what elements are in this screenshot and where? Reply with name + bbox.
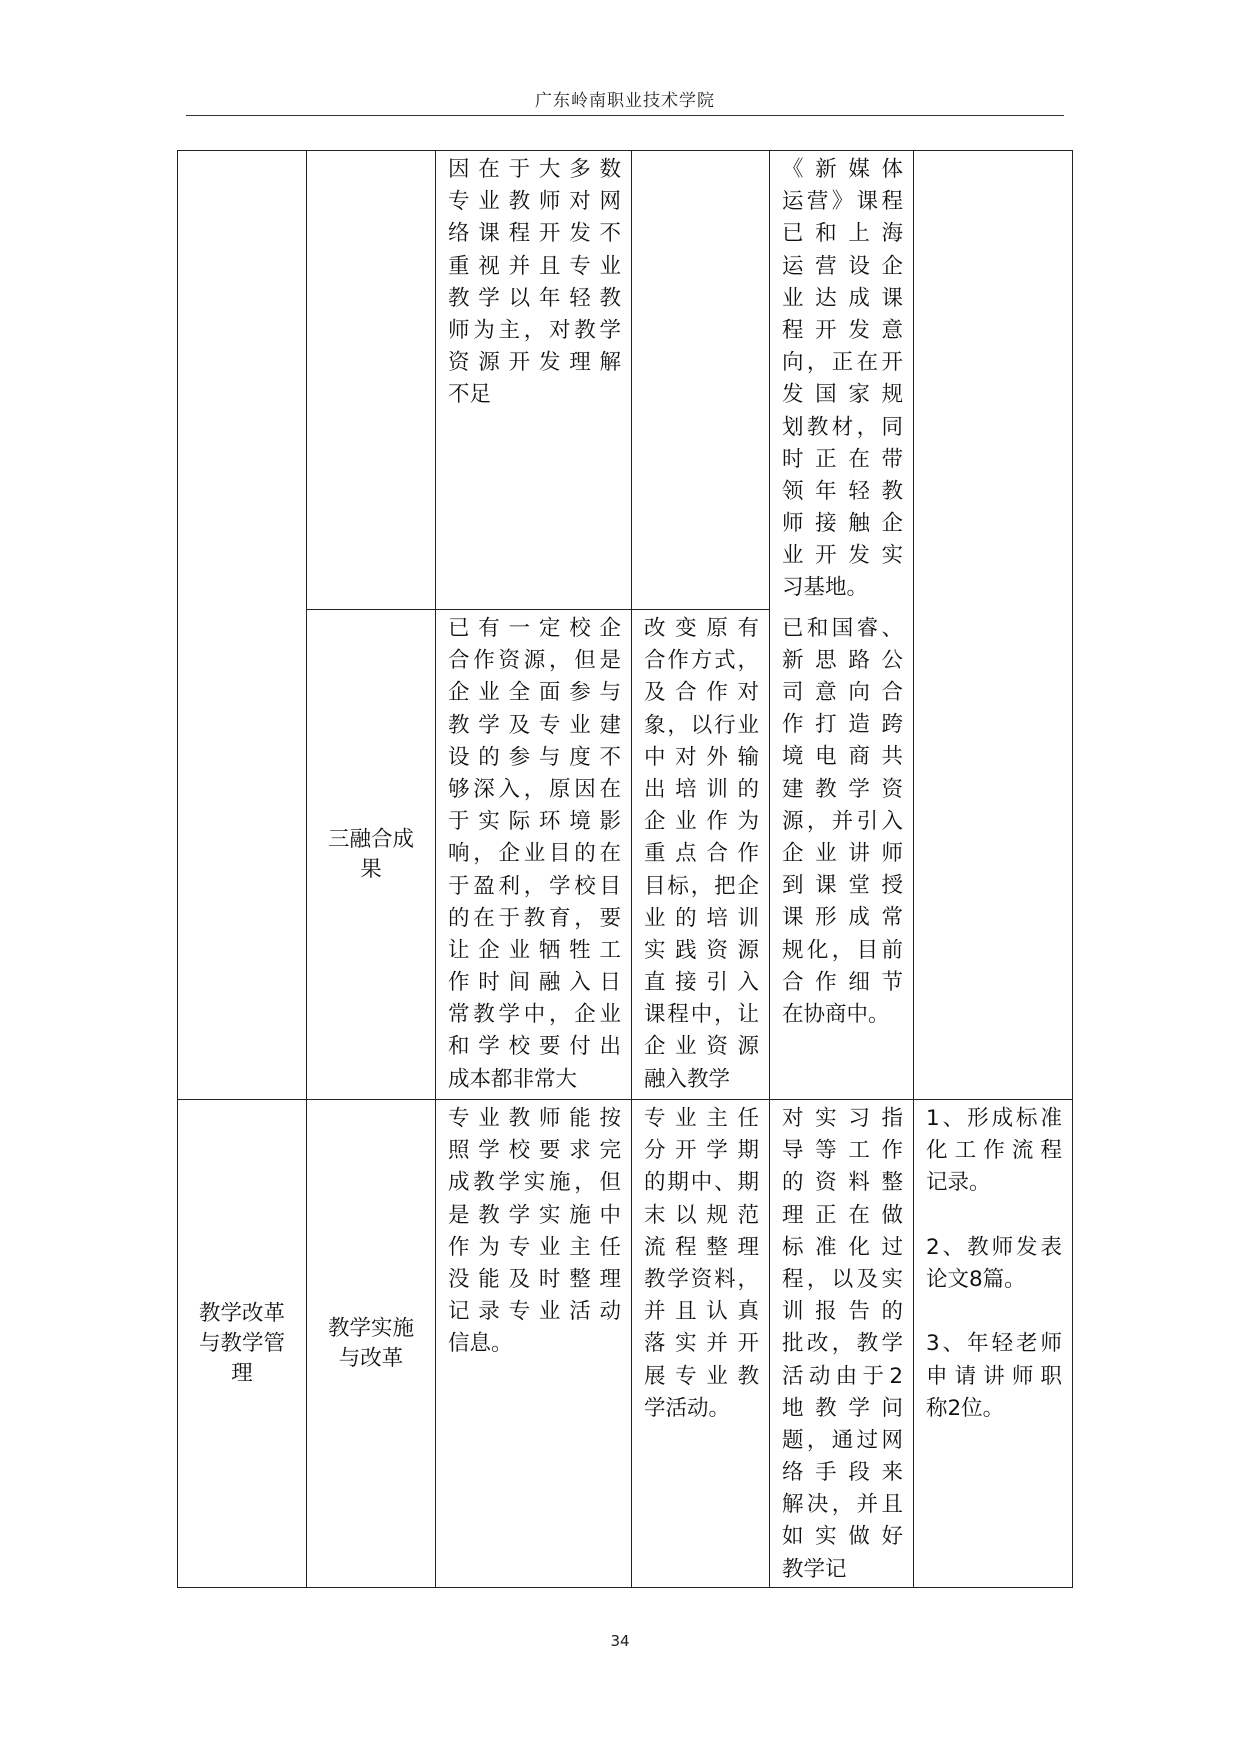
cell-text-line: 师为主，对教学 [448, 317, 621, 343]
cell-text-line: 发国家规 [782, 382, 903, 408]
cell-text-line: 响，企业目的在 [448, 841, 621, 867]
cell-text-line: 象，以行业 [644, 712, 759, 738]
cell-text-line: 重点合作 [644, 841, 759, 867]
table-cell-category [178, 1100, 307, 1588]
cell-text-line: 境电商共 [782, 744, 903, 770]
cell-text-line: 出培训的 [644, 776, 759, 802]
cell-text-line: 向，正在开 [782, 350, 903, 376]
cell-text-line: 记录专业活动 [448, 1299, 621, 1325]
header-divider [186, 115, 1064, 116]
cell-text-line: 成教学实施，但 [448, 1170, 621, 1196]
cell-text-line: 业达成课 [782, 285, 903, 311]
cell-text-line: 批改，教学 [782, 1331, 903, 1357]
cell-text-line: 司意向合 [782, 680, 903, 705]
cell-text-line: 没能及时整理 [448, 1266, 621, 1292]
cell-text-line: 中对外输 [644, 744, 759, 770]
cell-text-line: 运营》课程 [782, 189, 903, 215]
subcategory-label: 教学实施与改革 [327, 1315, 414, 1371]
cell-text-line: 建教学资 [782, 776, 903, 802]
cell-text-line: 合作方式， [644, 648, 759, 674]
page-header-title: 广东岭南职业技术学院 [535, 91, 715, 111]
cell-text-line: 的期中、期 [644, 1170, 759, 1196]
cell-text-line: 已和国睿、 [782, 615, 903, 641]
cell-text-line [926, 1296, 1062, 1328]
cell-text-line: 够深入，原因在 [448, 776, 621, 802]
cell-text-line: 习基地。 [782, 575, 869, 601]
table-cell-category-empty [178, 151, 307, 1100]
cell-text-line: 教学记 [782, 1556, 847, 1582]
cell-text-line: 训报告的 [782, 1299, 903, 1325]
table-cell-problem [436, 151, 632, 610]
cell-text-line: 的资料整 [782, 1170, 903, 1196]
cell-text-line: 学活动。 [644, 1395, 731, 1421]
cell-text-line: 专业主任 [644, 1106, 759, 1131]
cell-text-line: 设的参与度不 [448, 744, 621, 770]
table-cell-subcategory [307, 610, 436, 1100]
cell-text-line: 及合作对 [644, 680, 759, 706]
cell-text-line: 规化，目前 [782, 937, 903, 963]
cell-text-line: 分开学期 [644, 1138, 759, 1164]
cell-text-line: 理正在做 [782, 1202, 903, 1228]
cell-text-line: 不足 [448, 382, 492, 408]
cell-text-line: 课程中，让 [644, 1002, 759, 1028]
table-cell-measure [632, 610, 770, 1100]
cell-text-line: 常教学中，企业 [448, 1002, 621, 1028]
subcategory-label: 三融合成果 [327, 826, 414, 882]
cell-text-line: 申请讲师职 [926, 1363, 1062, 1389]
cell-text-line: 专业教师对网 [448, 189, 621, 215]
cell-text-line: 作打造跨 [782, 712, 903, 738]
cell-text-line: 流程整理 [644, 1234, 759, 1260]
cell-text-line: 在协商中。 [782, 1001, 890, 1027]
category-label: 教学改革与教学管理 [198, 1300, 285, 1386]
table-cell-problem [436, 610, 632, 1100]
cell-text-line: 活动由于2 [782, 1363, 903, 1389]
cell-text-line: 已和上海 [782, 221, 903, 247]
cell-text-line: 1、形成标准 [926, 1106, 1062, 1131]
cell-text-line: 实践资源 [644, 937, 759, 963]
cell-text-line: 标准化过 [782, 1234, 903, 1260]
cell-text-line: 如实做好 [782, 1524, 903, 1550]
cell-text-line: 划教材，同 [782, 414, 903, 440]
cell-text-line: 导等工作 [782, 1138, 903, 1164]
table-cell-result [914, 1100, 1073, 1588]
cell-text-line: 地教学问 [782, 1395, 903, 1421]
cell-text-line: 和学校要付出 [448, 1034, 621, 1060]
cell-text-line [926, 1200, 1062, 1232]
cell-text-line: 题，通过网 [782, 1427, 903, 1453]
content-table [177, 150, 1073, 1588]
cell-text-line: 业开发实 [782, 543, 903, 569]
table-cell-problem [436, 1100, 632, 1588]
cell-text-line: 化工作流程 [926, 1138, 1062, 1164]
table-cell-progress [770, 151, 914, 1100]
cell-text-line: 程开发意 [782, 317, 903, 343]
cell-text-line: 于实际环境影 [448, 809, 621, 835]
cell-text-line: 运营设企 [782, 253, 903, 279]
cell-text-line: 专业教师能按 [448, 1106, 621, 1131]
cell-text-line: 直接引入 [644, 970, 759, 996]
cell-text-line: 是教学实施中 [448, 1202, 621, 1228]
cell-text-line: 于盈利，学校目 [448, 873, 621, 899]
cell-text-line: 解决，并且 [782, 1492, 903, 1518]
cell-text-line: 课形成常 [782, 905, 903, 931]
cell-text-line: 重视并且专业 [448, 253, 621, 279]
cell-text-line: 络手段来 [782, 1460, 903, 1486]
cell-text-line: 信息。 [448, 1331, 513, 1357]
cell-text-line: 领年轻教 [782, 478, 903, 504]
cell-text-line: 落实并开 [644, 1331, 759, 1357]
cell-text-line: 融入教学 [644, 1066, 731, 1092]
cell-text-line: 改变原有 [644, 616, 759, 641]
cell-text-line: 称2位。 [926, 1395, 1005, 1421]
cell-text-line: 已有一定校企 [448, 616, 621, 641]
cell-text-line: 到课堂授 [782, 873, 903, 899]
table-cell-progress [770, 1100, 914, 1588]
table-cell-subcategory-empty [307, 151, 436, 610]
table-cell-result-empty [914, 151, 1073, 1100]
cell-text-line: 教学及专业建 [448, 712, 621, 738]
cell-text-line: 对实习指 [782, 1106, 903, 1131]
cell-text-line: 教学资料， [644, 1266, 759, 1292]
table-cell-subcategory [307, 1100, 436, 1588]
cell-text-line: 作为专业主任 [448, 1234, 621, 1260]
cell-text-line: 末以规范 [644, 1202, 759, 1228]
cell-text-line: 《新媒体 [782, 157, 903, 182]
cell-text-line: 论文8篇。 [926, 1266, 1026, 1292]
cell-text-line: 并且认真 [644, 1299, 759, 1325]
cell-text-line: 的在于教育，要 [448, 905, 621, 931]
cell-text-line: 资源开发理解 [448, 350, 621, 376]
cell-text-line: 企业作为 [644, 809, 759, 835]
table-row [178, 1100, 1073, 1588]
cell-text-line: 企业讲师 [782, 840, 903, 866]
cell-text-line: 企业资源 [644, 1034, 759, 1060]
cell-text-line: 因在于大多数 [448, 157, 621, 182]
cell-text-line: 源，并引入 [782, 808, 903, 834]
cell-text-line: 3、年轻老师 [926, 1331, 1062, 1357]
table-cell-measure [632, 1100, 770, 1588]
cell-text-line: 合作细节 [782, 969, 903, 995]
cell-text-line: 展专业教 [644, 1363, 759, 1389]
cell-text-line: 师接触企 [782, 511, 903, 537]
cell-text-line: 业的培训 [644, 905, 759, 931]
table-cell-measure-empty [632, 151, 770, 610]
cell-text-line: 教学以年轻教 [448, 285, 621, 311]
table-row [178, 151, 1073, 610]
cell-text-line: 新思路公 [782, 647, 903, 673]
cell-text-line: 时正在带 [782, 446, 903, 472]
cell-text-line: 照学校要求完 [448, 1138, 621, 1164]
cell-text-line: 程，以及实 [782, 1266, 903, 1292]
cell-text-line: 作时间融入日 [448, 970, 621, 996]
page-number: 34 [610, 1632, 630, 1650]
cell-text-line: 目标，把企 [644, 873, 759, 899]
cell-text-line: 成本都非常大 [448, 1066, 578, 1092]
cell-text-line: 记录。 [926, 1170, 991, 1196]
cell-text-line: 2、教师发表 [926, 1234, 1062, 1260]
cell-text-line: 络课程开发不 [448, 221, 621, 247]
cell-text-line: 企业全面参与 [448, 680, 621, 706]
cell-text-line: 让企业牺牲工 [448, 937, 621, 963]
cell-text-line: 合作资源，但是 [448, 648, 621, 674]
